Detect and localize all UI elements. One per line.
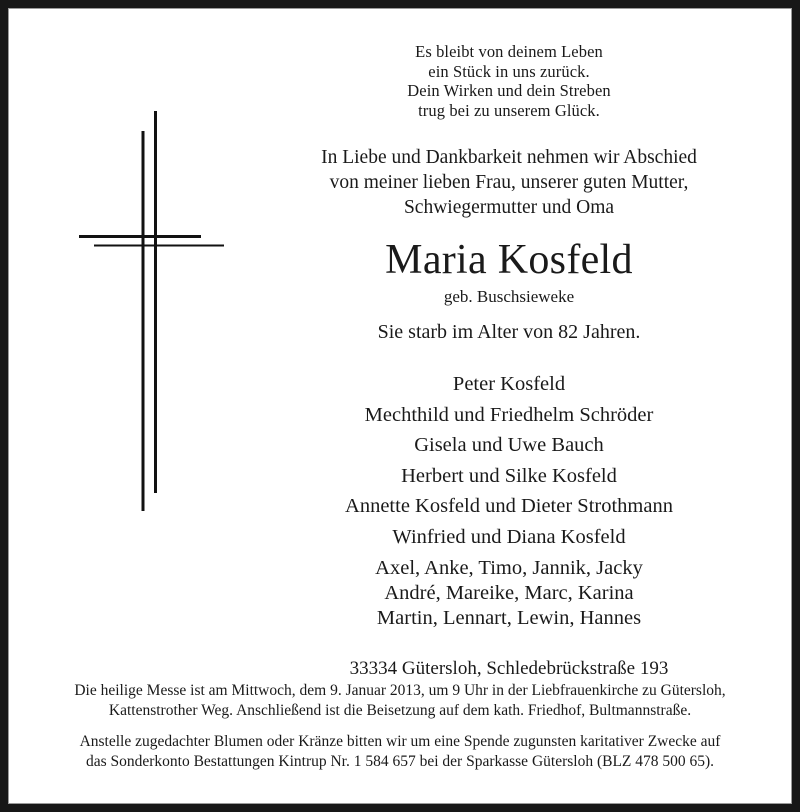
verse-line: trug bei zu unserem Glück.	[418, 100, 600, 120]
verse-line: Es bleibt von deinem Leben	[415, 42, 603, 61]
survivor-line: Annette Kosfeld und Dieter Strothmann	[345, 495, 673, 517]
grandchildren-line: Axel, Anke, Timo, Jannik, Jacky	[375, 557, 643, 579]
deceased-name: Maria Kosfeld	[385, 237, 633, 283]
service-line: Kattenstrother Weg. Anschließend ist die Beisetzung auf dem kath. Friedhof, Bultmannstraße.	[108, 702, 692, 719]
notice-footer	[23, 681, 777, 772]
cross-icon	[9, 9, 259, 549]
grandchildren-list	[239, 556, 779, 631]
survivor-line: Mechthild und Friedhelm Schröder	[364, 403, 654, 426]
grandchildren-line: Martin, Lennart, Lewin, Hannes	[376, 607, 642, 629]
maiden-name: geb. Buschsieweke	[443, 287, 575, 306]
verse-line: Dein Wirken und dein Streben	[407, 81, 611, 100]
survivor-line: Winfried und Diana Kosfeld	[392, 525, 626, 548]
notice-text-column	[239, 9, 779, 681]
survivor-line: Herbert und Silke Kosfeld	[401, 464, 617, 487]
obituary-notice-body	[8, 8, 792, 804]
donation-line: das Sonderkonto Bestattungen Kintrup Nr. 1 584 657 bei der Sparkasse Gütersloh (BLZ 478 500 65).	[85, 753, 715, 770]
service-information	[23, 681, 777, 721]
donation-line: Anstelle zugedachter Blumen oder Kränze bitten wir um eine Spende zugunsten karitativer Zwecke auf	[79, 733, 721, 750]
survivors-list	[239, 369, 779, 552]
intro-line: In Liebe und Dankbarkeit nehmen wir Abschied	[321, 147, 697, 168]
memorial-verse	[239, 42, 779, 120]
grandchildren-line: André, Mareike, Marc, Karina	[384, 582, 634, 604]
donation-information	[23, 732, 777, 772]
intro-line: von meiner lieben Frau, unserer guten Mutter,	[329, 172, 689, 193]
farewell-intro	[239, 145, 779, 220]
intro-line: Schwiegermutter und Oma	[403, 197, 615, 218]
verse-line: ein Stück in uns zurück.	[428, 61, 590, 81]
family-address: 33334 Gütersloh, Schledebrückstraße 193	[349, 658, 669, 679]
survivor-line: Gisela und Uwe Bauch	[414, 434, 604, 456]
age-statement: Sie starb im Alter von 82 Jahren.	[377, 321, 641, 343]
service-line: Die heilige Messe ist am Mittwoch, dem 9. Januar 2013, um 9 Uhr in der Liebfrauenkirche zu Gütersloh,	[74, 682, 726, 699]
survivor-line: Peter Kosfeld	[452, 373, 566, 395]
